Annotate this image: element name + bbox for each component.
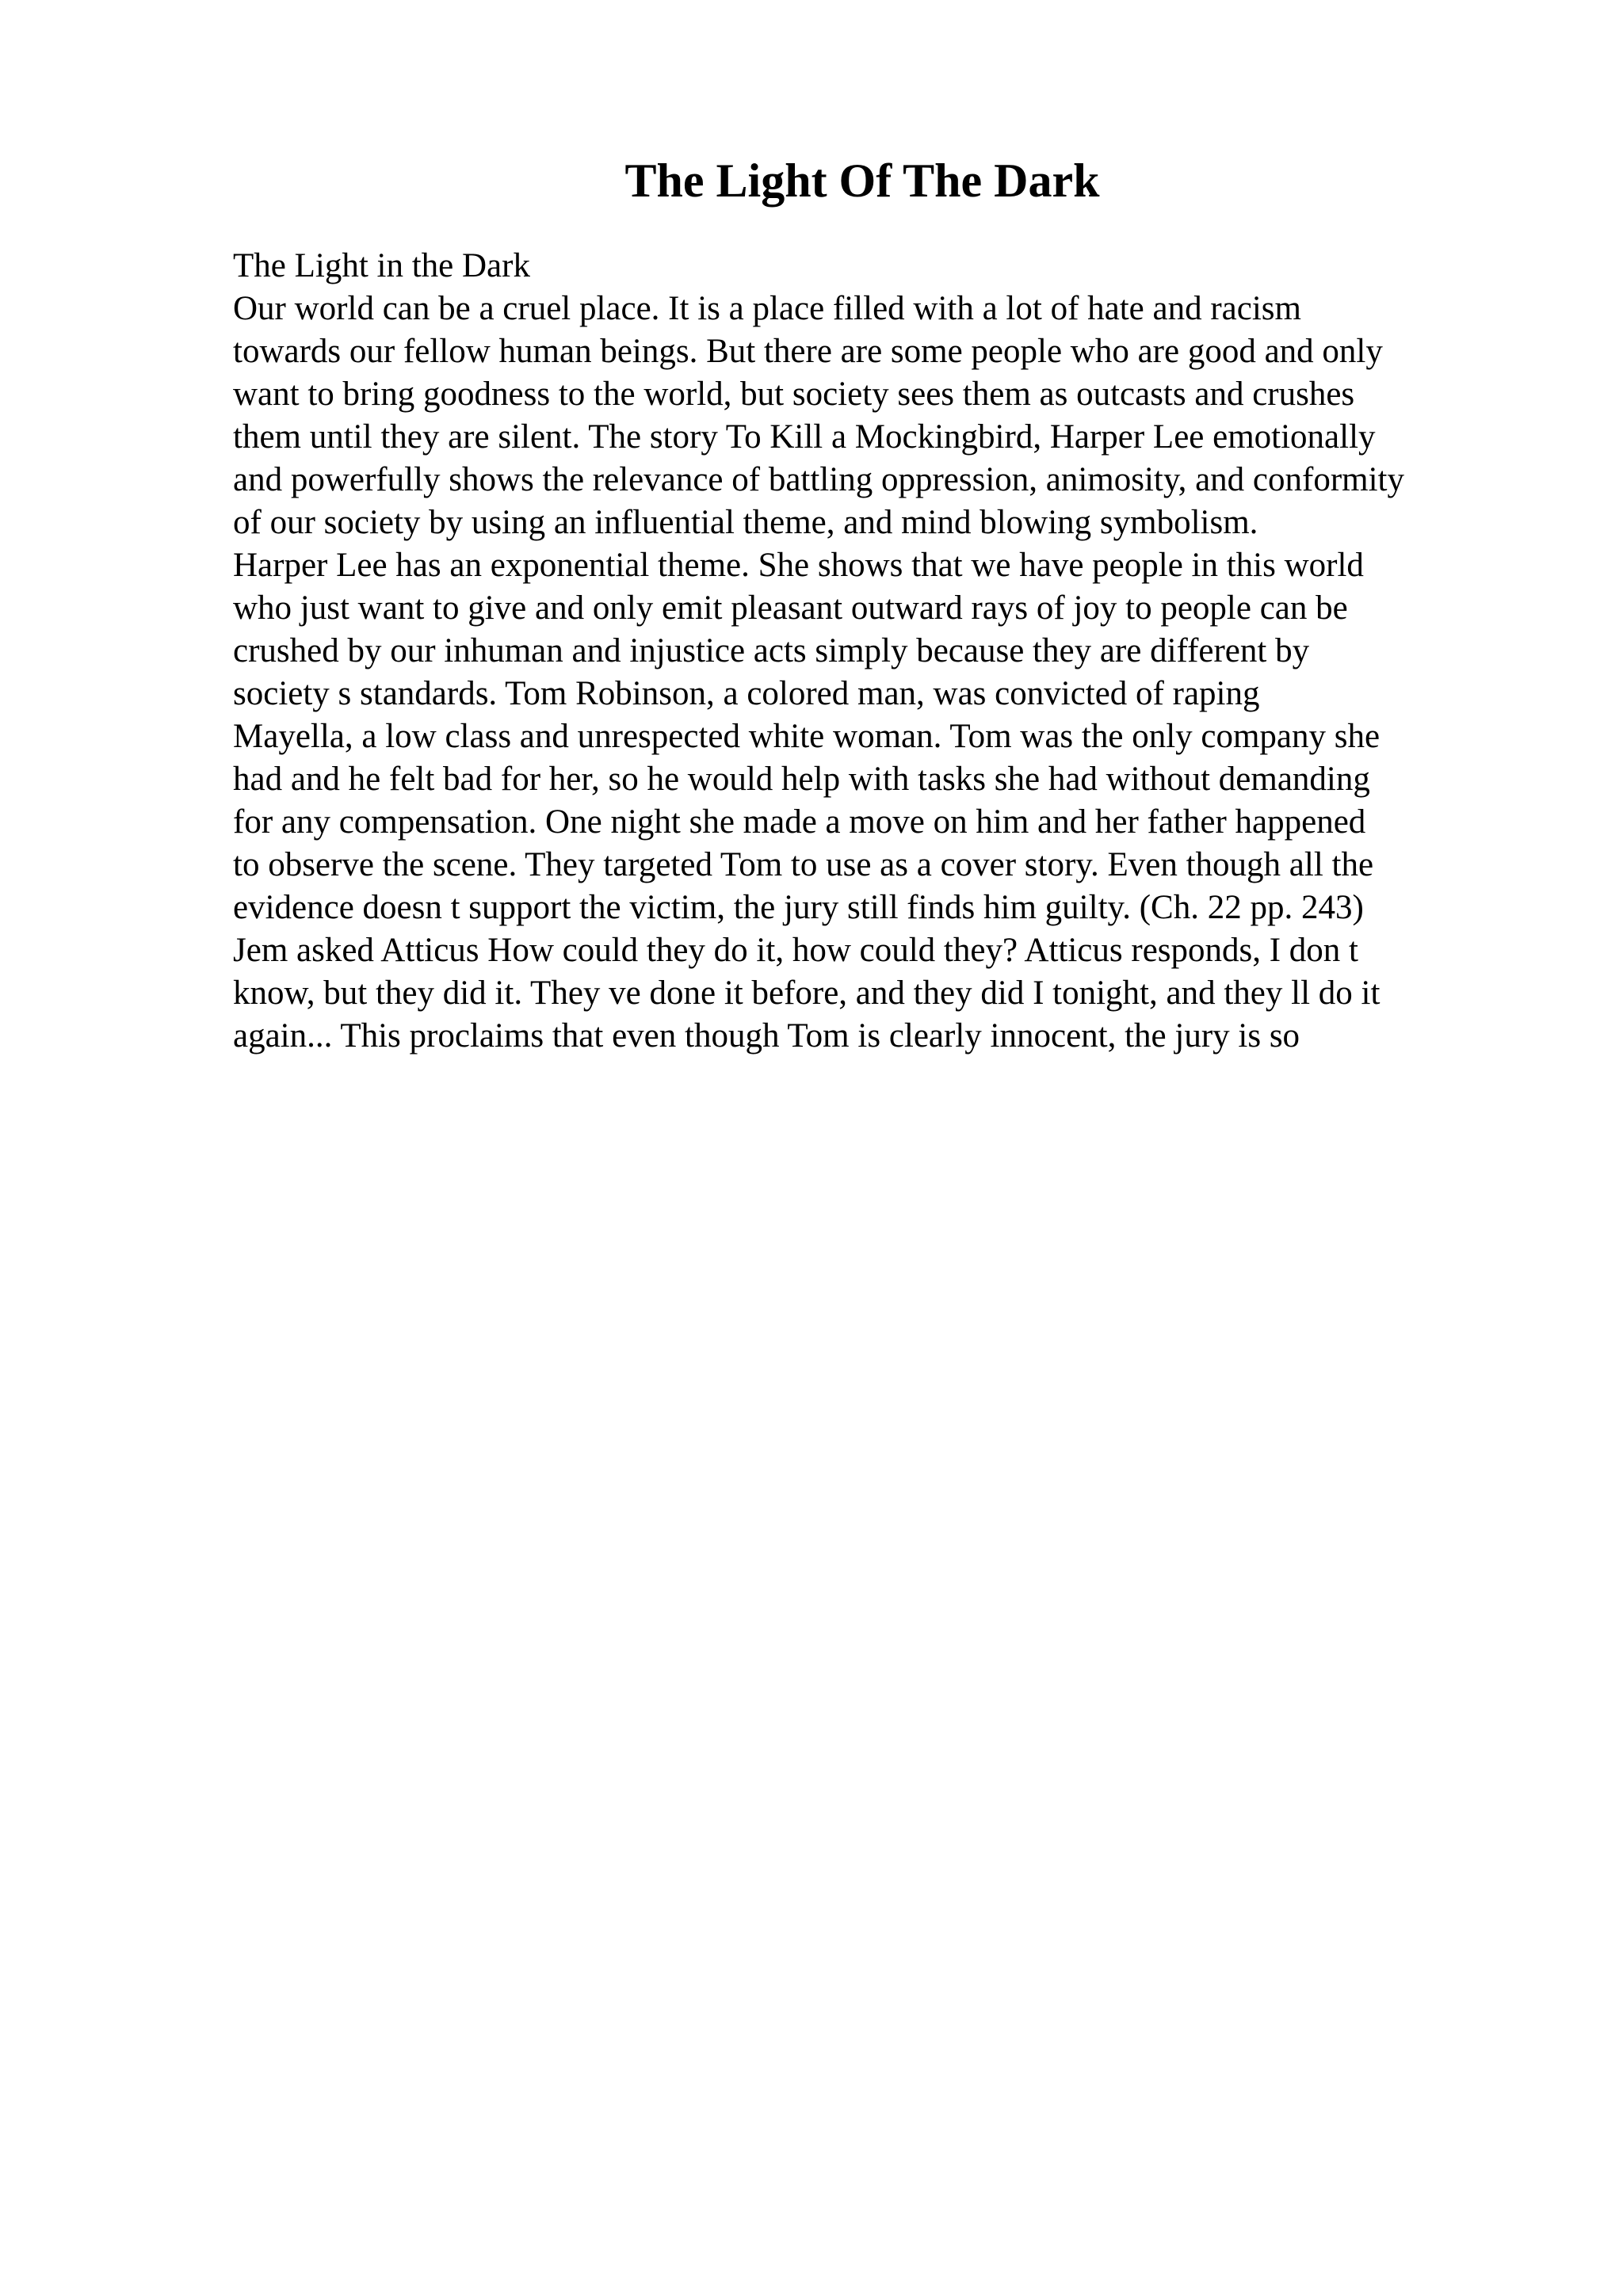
body-line: The Light in the Dark xyxy=(233,247,530,284)
body-line: of our society by using an influential theme, and mind blowing symbolism. xyxy=(233,504,1258,541)
body-line: who just want to give and only emit pleasant outward rays of joy to people can be xyxy=(233,589,1348,627)
body-line: again... This proclaims that even though Tom is clearly innocent, the jury is so xyxy=(233,1017,1300,1055)
body-line: crushed by our inhuman and injustice acts simply because they are different by xyxy=(233,632,1310,669)
body-line: for any compensation. One night she made a move on him and her father happened xyxy=(233,803,1366,841)
body-line: Harper Lee has an exponential theme. She shows that we have people in this world xyxy=(233,547,1364,584)
body-line: know, but they did it. They ve done it before, and they did I tonight, and they ll do it xyxy=(233,974,1381,1012)
body-line: evidence doesn t support the victim, the jury still finds him guilty. (Ch. 22 pp. 243) xyxy=(233,889,1364,926)
body-line: and powerfully shows the relevance of battling oppression, animosity, and conformity xyxy=(233,461,1404,498)
body-line: towards our fellow human beings. But there are some people who are good and only xyxy=(233,333,1383,370)
body-line: Mayella, a low class and unrespected white woman. Tom was the only company she xyxy=(233,718,1381,755)
body-line: want to bring goodness to the world, but society sees them as outcasts and crushes xyxy=(233,376,1355,413)
document-body xyxy=(233,245,1549,1058)
document-title: The Light Of The Dark xyxy=(624,154,1100,207)
body-line: Our world can be a cruel place. It is a place filled with a lot of hate and racism xyxy=(233,290,1301,327)
body-line: Jem asked Atticus How could they do it, how could they? Atticus responds, I don t xyxy=(233,932,1359,969)
body-line: them until they are silent. The story To Kill a Mockingbird, Harper Lee emotionally xyxy=(233,418,1376,456)
body-line: had and he felt bad for her, so he would help with tasks she had without demanding xyxy=(233,761,1370,798)
body-line: to observe the scene. They targeted Tom to use as a cover story. Even though all the xyxy=(233,846,1374,883)
body-line: society s standards. Tom Robinson, a colored man, was convicted of raping xyxy=(233,675,1260,712)
